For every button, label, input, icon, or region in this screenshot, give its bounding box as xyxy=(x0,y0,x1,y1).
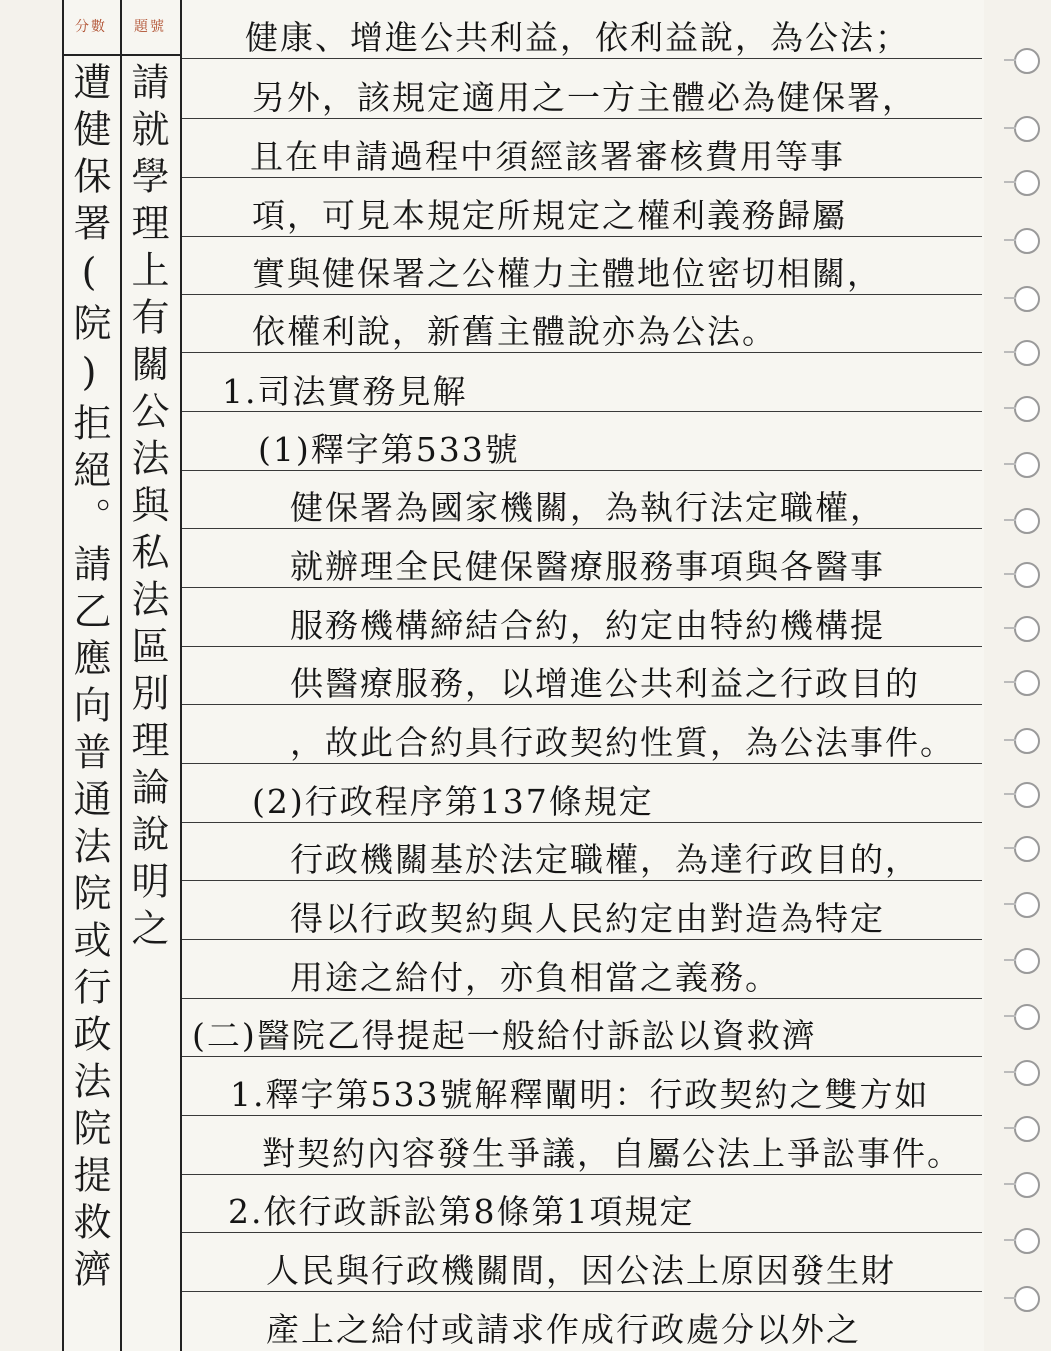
answer-line: 另外，該規定適用之一方主體必為健保署， xyxy=(252,78,917,117)
binding-ring xyxy=(1014,1172,1040,1198)
binding-ring xyxy=(1014,782,1040,808)
binding-ring xyxy=(1014,562,1040,588)
binding-ring xyxy=(1014,170,1040,196)
score-header-label: 分數 xyxy=(75,19,107,35)
score-margin-text: 遭健保署(院)拒絕。請乙應向普通法院或行政法院提救濟 xyxy=(67,62,111,1296)
binding-ring xyxy=(1014,670,1040,696)
binding-ring xyxy=(1014,1060,1040,1086)
answer-line: 實與健保署之公權力主體地位密切相關， xyxy=(252,254,882,293)
binding-ring xyxy=(1014,116,1040,142)
binding-ring xyxy=(1014,892,1040,918)
answer-line: 就辦理全民健保醫療服務事項與各醫事 xyxy=(290,547,885,586)
answer-line: 對契約內容發生爭議，自屬公法上爭訟事件。 xyxy=(262,1134,962,1173)
binding-ring xyxy=(1014,1116,1040,1142)
binding-ring xyxy=(1014,948,1040,974)
binding-ring xyxy=(1014,836,1040,862)
question-number-header xyxy=(120,0,180,56)
answer-line: 1.司法實務見解 xyxy=(222,372,468,411)
answer-line: (二)醫院乙得提起一般給付訴訟以資救濟 xyxy=(192,1016,817,1055)
answer-line: 且在申請過程中須經該署審核費用等事 xyxy=(250,137,845,176)
binding-ring xyxy=(1014,396,1040,422)
binding-ring xyxy=(1014,340,1040,366)
score-header xyxy=(62,0,120,56)
answer-line: 2.依行政訴訟第8條第1項規定 xyxy=(228,1192,695,1231)
answer-line: 產上之給付或請求作成行政處分以外之 xyxy=(266,1310,861,1349)
binding-ring xyxy=(1014,1004,1040,1030)
question-margin-text: 請就學理上有關公法與私法區別理論說明之 xyxy=(125,62,169,955)
binding-ring xyxy=(1014,48,1040,74)
answer-line: 人民與行政機關間，因公法上原因發生財 xyxy=(266,1251,896,1290)
answer-line: 用途之給付，亦負相當之義務。 xyxy=(290,958,780,997)
answer-line: (1)釋字第533號 xyxy=(258,430,520,469)
answer-line: 行政機關基於法定職權，為達行政目的， xyxy=(290,840,920,879)
binding-ring xyxy=(1014,452,1040,478)
binding-ring xyxy=(1014,728,1040,754)
answer-line: 依權利說，新舊主體說亦為公法。 xyxy=(252,312,777,351)
answer-line: 1.釋字第533號解釋闡明：行政契約之雙方如 xyxy=(230,1075,930,1114)
question-number-header-label: 題號 xyxy=(134,19,166,35)
binding-ring xyxy=(1014,1286,1040,1312)
binding-ring xyxy=(1014,228,1040,254)
answer-line: 服務機構締結合約，約定由特約機構提 xyxy=(290,606,885,645)
answer-line: 供醫療服務，以增進公共利益之行政目的 xyxy=(290,664,920,703)
answer-line: ，故此合約具行政契約性質，為公法事件。 xyxy=(290,723,955,762)
binding-ring xyxy=(1014,508,1040,534)
answer-line: 健保署為國家機關，為執行法定職權， xyxy=(290,488,885,527)
answer-line: 項，可見本規定所規定之權利義務歸屬 xyxy=(252,196,847,235)
answer-line: (2)行政程序第137條規定 xyxy=(252,782,654,821)
answer-line: 得以行政契約與人民約定由對造為特定 xyxy=(290,899,885,938)
binding-ring xyxy=(1014,286,1040,312)
answer-line: 健康、增進公共利益，依利益說，為公法； xyxy=(245,18,910,57)
binding-ring xyxy=(1014,1228,1040,1254)
binding-ring xyxy=(1014,616,1040,642)
spiral-binding xyxy=(1000,0,1051,1351)
